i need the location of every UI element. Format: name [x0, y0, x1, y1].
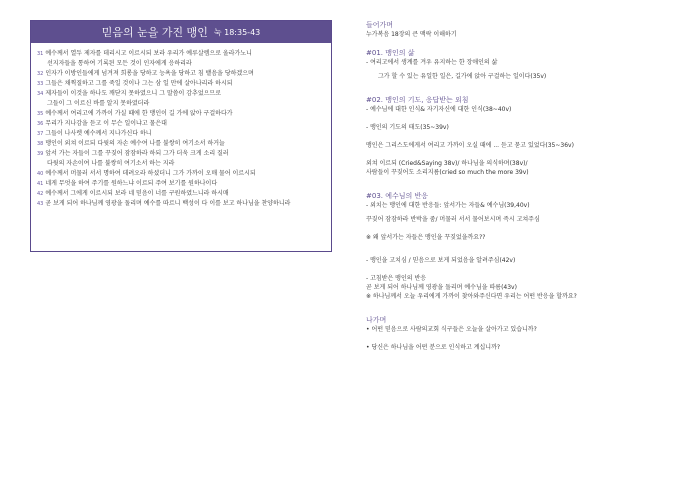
- outline-line: - 맹인을 고치심 / 믿음으로 보게 되었음을 알려주심(42v): [366, 257, 516, 264]
- passage-reference: 눅 18:35-43: [213, 27, 261, 37]
- outline-line: - 예수님에 대한 인식& 자기자신에 대한 인식(38~40v): [366, 106, 512, 113]
- verse-line: 32 인자가 이방인들에게 넘겨져 희롱을 당하고 능욕을 당하고 침 뱉음을 당하겠으며: [37, 70, 254, 77]
- verse-line: 34 제자들이 이것을 하나도 깨닫지 못하였으니 그 말씀이 감추었으므로: [37, 90, 222, 97]
- verse-line: 39 앞서 가는 자들이 그를 꾸짖어 잠잠하라 하되 그가 더욱 크게 소리 질러: [37, 150, 229, 157]
- outline-line: 곧 보게 되어 하나님께 영광을 돌리며 예수님을 따름(43v): [366, 284, 517, 291]
- verse-line: 그들이 그 이르신 바를 알지 못하였더라: [47, 100, 150, 107]
- outro-line: • 어떤 믿음으로 사람의교회 식구들은 오늘을 살아가고 있습니까?: [366, 326, 537, 333]
- section-3-heading: #03. 예수님의 반응: [366, 192, 429, 200]
- outline-line: - 고침받은 맹인의 반응: [366, 275, 427, 282]
- outline-line: ※ 왜 앞서가는 자들은 맹인을 꾸짖었을까요??: [366, 234, 486, 241]
- outline-line: - 맹인의 기도의 태도(35~39v): [366, 124, 449, 131]
- verse-line: 36 무리가 지나감을 듣고 이 무슨 일이냐고 물은대: [37, 120, 167, 127]
- outline-line: - 외치는 맹인에 대한 반응들: 앞서가는 자들& 예수님(39,40v): [366, 202, 530, 209]
- outline-line: 외쳐 이르되 (Cried&Saying 38v)/ 하나님을 의식하며(38v)/: [366, 160, 528, 167]
- outline-line: 사람들이 꾸짖어도 소리지름(cried so much the more 39v): [366, 169, 529, 176]
- sermon-outline: [366, 20, 686, 352]
- verse-line: 31 예수께서 열두 제자를 데리시고 이르시되 보라 우리가 예루살렘으로 올라가노니: [37, 50, 252, 57]
- outro-line: • 당신은 하나님을 어떤 분으로 인식하고 계십니까?: [366, 344, 501, 351]
- section-1-heading: #01. 맹인의 삶: [366, 49, 415, 57]
- outline-line: 맹인은 그리스도에게서 여리고 가까이 오실 때에 ... 듣고 묻고 있었다(35~36v): [366, 142, 574, 149]
- intro-line: 누가복음 18장의 큰 맥락 이해하기: [366, 31, 457, 38]
- verse-line: 33 그들은 채찍질하고 그를 죽일 것이나 그는 삼 일 만에 살아나리라 하시되: [37, 80, 233, 87]
- scripture-title-bar: [31, 21, 331, 43]
- intro-heading: 들어가며: [366, 21, 394, 29]
- verse-line: 선지자들을 통하여 기록된 모든 것이 인자에게 응하리라: [47, 60, 192, 67]
- outline-line: 그가 할 수 있는 유일한 일은, 길가에 앉아 구걸하는 일이다(35v): [378, 73, 547, 80]
- section-2-heading: #02. 맹인의 기도, 응답받는 외침: [366, 96, 469, 104]
- verse-line: 35 예수께서 여리고에 가까이 가실 때에 한 맹인이 길 가에 앉아 구걸하다가: [37, 110, 233, 117]
- outline-line: 꾸짖어 잠잠하라 반박을 줌/ 머물러 서서 물어보시며 즉시 고쳐주심: [366, 216, 540, 223]
- verse-line: 41 네게 무엇을 하여 주기를 원하느냐 이르되 주여 보기를 원하나이다: [37, 180, 218, 187]
- verse-line: 38 맹인이 외쳐 이르되 다윗의 자손 예수여 나를 불쌍히 여기소서 하거늘: [37, 140, 225, 147]
- outline-line: - 여리고에서 생계를 겨우 유지하는 한 장애인의 삶: [366, 59, 498, 66]
- verse-line: 43 곧 보게 되어 하나님께 영광을 돌리며 예수를 따르니 백성이 다 이를 보고 하나님을 찬양하니라: [37, 200, 291, 207]
- verse-line: 37 그들이 나사렛 예수께서 지나가신다 하니: [37, 130, 152, 137]
- scripture-box: [30, 20, 332, 252]
- passage-title: 믿음의 눈을 가진 맹인: [101, 26, 208, 39]
- verse-list: [31, 43, 331, 209]
- outro-heading: 나가며: [366, 316, 387, 324]
- verse-line: 40 예수께서 머물러 서서 명하여 데려오라 하셨더니 그가 가까이 오매 물어 이르시되: [37, 170, 256, 177]
- outline-line: ※ 하나님께서 오늘 우리에게 가까이 찾아와주신다면 우리는 어떤 반응을 할까요?: [366, 293, 577, 300]
- verse-line: 42 예수께서 그에게 이르시되 보라 네 믿음이 너를 구원하였느니라 하시매: [37, 190, 229, 197]
- verse-line: 다윗의 자손이여 나를 불쌍히 여기소서 하는 지라: [47, 160, 175, 167]
